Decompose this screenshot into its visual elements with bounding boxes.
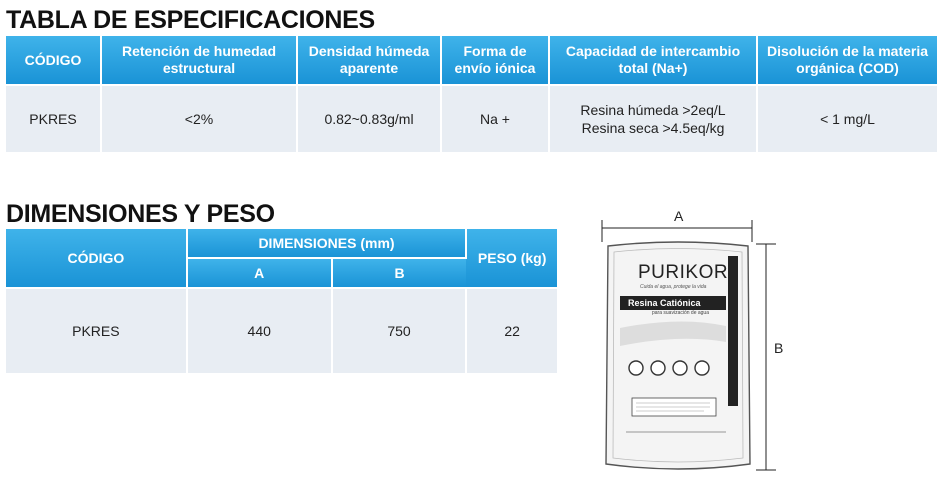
table-row [6,288,557,373]
spec-cell-ionic: Na + [441,85,549,152]
dims-header-a: A [187,258,332,288]
dims-table [6,229,557,373]
table-row [6,85,937,152]
spec-header-ionic: Forma de envío iónica [441,36,549,85]
spec-header-density: Densidad húmeda aparente [297,36,441,85]
spec-table [6,36,937,152]
spec-capacity-dry: Resina seca >4.5eq/kg [581,120,725,136]
spec-header-cod: Disolución de la materia orgánica (COD) [757,36,937,85]
spec-capacity-wet: Resina húmeda >2eq/L [580,102,726,118]
spec-header-capacity: Capacidad de intercambio total (Na+) [549,36,757,85]
dims-title: DIMENSIONES Y PESO [6,200,275,228]
bag-product-band: Resina Catiónica [620,296,726,310]
dims-header-weight: PESO (kg) [466,229,557,288]
dimension-a-label: A [674,208,684,224]
dims-cell-weight: 22 [466,288,557,373]
spec-header-code: CÓDIGO [6,36,101,85]
dims-cell-a: 440 [187,288,332,373]
dims-header-dimensions: DIMENSIONES (mm) [187,229,467,258]
spec-title: TABLA DE ESPECIFICACIONES [6,6,375,34]
dims-cell-code: PKRES [6,288,187,373]
spec-cell-cod: < 1 mg/L [757,85,937,152]
bag-drawing [580,202,800,494]
bag-product-sub: para suavización de agua [652,310,709,316]
dims-cell-b: 750 [332,288,467,373]
dims-header-code: CÓDIGO [6,229,187,288]
bag-diagram [580,202,800,494]
spec-header-humidity: Retención de humedad estructural [101,36,297,85]
spec-cell-capacity [549,85,757,152]
spec-cell-density: 0.82~0.83g/ml [297,85,441,152]
bag-brand-logo: PURIKOR [638,262,729,283]
dims-header-row-1 [6,229,557,258]
spec-cell-humidity: <2% [101,85,297,152]
spec-cell-code: PKRES [6,85,101,152]
spec-header-row [6,36,937,85]
bag-tagline: Cuida el agua, protege la vida [640,284,707,290]
dims-header-b: B [332,258,467,288]
dimension-b-label: B [774,340,784,356]
